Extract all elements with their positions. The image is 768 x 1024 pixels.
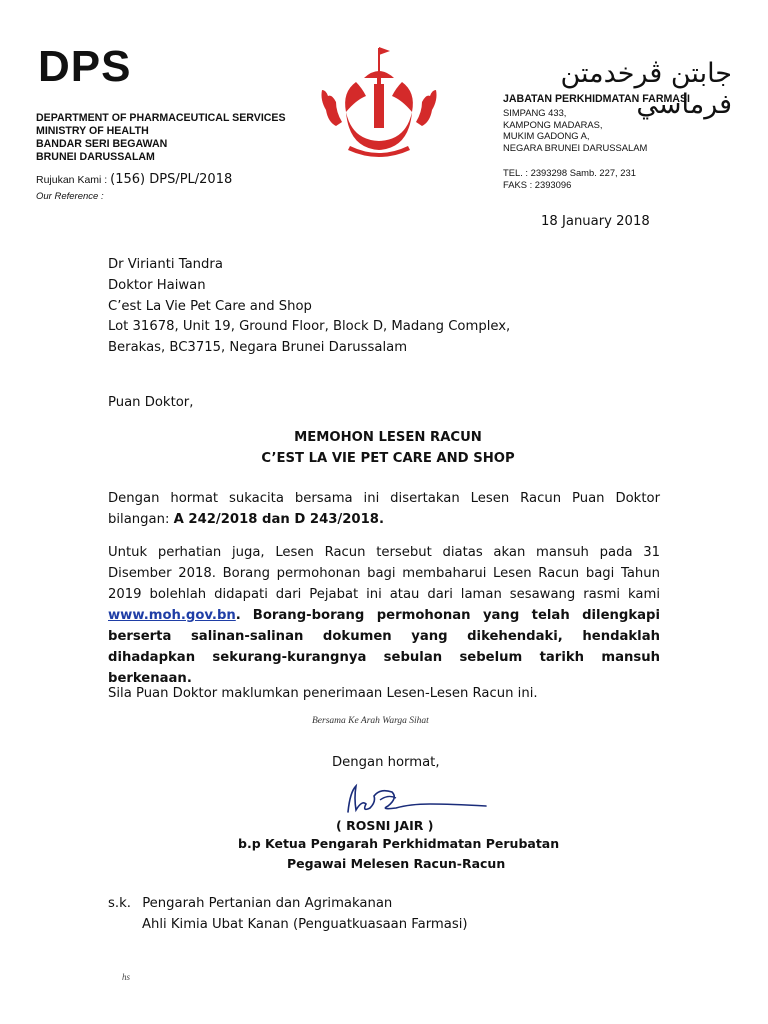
recipient-address xyxy=(108,255,510,359)
address-line: MUKIM GADONG A, xyxy=(503,130,590,142)
salutation: Puan Doktor, xyxy=(108,395,194,410)
cc-recipient: Ahli Kimia Ubat Kanan (Penguatkuasaan Farmasi) xyxy=(142,917,468,932)
signatory-name: ( ROSNI JAIR ) xyxy=(336,818,434,833)
paragraph-text: Dengan hormat sukacita bersama ini disertakan Lesen Racun Puan Doktor bilangan: xyxy=(108,491,660,527)
paragraph-acknowledgement: Sila Puan Doktor maklumkan penerimaan Lesen-Lesen Racun ini. xyxy=(108,686,538,701)
department-name-jawi: جابتن ڤرخدمتن فرماسي xyxy=(560,58,732,120)
reference-label-english: Our Reference : xyxy=(36,191,104,202)
address-line: NEGARA BRUNEI DARUSSALAM xyxy=(503,141,648,153)
subject-line: C’EST LA VIE PET CARE AND SHOP xyxy=(261,450,515,466)
paragraph-renewal-info: Untuk perhatian juga, Lesen Racun tersebut diatas akan mansuh pada 31 Disember 2018. Borang permohonan bagi membaharui Lesen Racun bagi Tahun 2019 bolehlah didapati dari Pejabat ini atau dari laman sesawang rasmi kami www.moh.gov.bn. Borang-borang permohonan yang telah dilengkapi berserta salinan-salinan dokumen yang dikehendaki, hendaklah dihadapkan sekurang-kurangnya sebulan sebelum tarikh mansuh berkenaan. xyxy=(108,545,660,686)
paragraph-bold-instruction: Borang-borang permohonan yang telah dilengkapi berserta salinan-salinan dokumen yang dikehendaki, hendaklah dihadapkan sekurang-kurangnya sebulan sebelum tarikh mansuh berkenaan. xyxy=(108,608,660,686)
department-name-english xyxy=(36,112,286,164)
cc-label: s.k. xyxy=(108,896,131,911)
paragraph-text: Untuk perhatian juga, Lesen Racun tersebut diatas akan mansuh pada 31 Disember 2018. Borang permohonan bagi membaharui Lesen Racun bagi Tahun 2019 bolehlah didapati dari Pejabat ini atau dari laman sesawang rasmi kami xyxy=(108,545,660,602)
dept-line: BANDAR SERI BEGAWAN xyxy=(36,138,168,150)
fax: FAKS : 2393096 xyxy=(503,178,572,190)
telephone: TEL. : 2393298 Samb. 227, 231 xyxy=(503,167,636,178)
recipient-line: Dr Virianti Tandra xyxy=(108,257,223,272)
recipient-line: C’est La Vie Pet Care and Shop xyxy=(108,298,312,314)
license-numbers: A 242/2018 dan D 243/2018. xyxy=(173,512,384,527)
website-link[interactable]: www.moh.gov.bn xyxy=(108,608,236,623)
subject-line: MEMOHON LESEN RACUN xyxy=(294,430,482,445)
address-line: SIMPANG 433, xyxy=(503,107,567,118)
address-line: KAMPONG MADARAS, xyxy=(503,118,603,130)
typist-initials: hs xyxy=(122,972,131,982)
closing: Dengan hormat, xyxy=(332,755,440,770)
carbon-copy-list xyxy=(108,893,468,935)
signatory-title: Pegawai Melesen Racun-Racun xyxy=(287,856,506,871)
signatory-title: b.p Ketua Pengarah Perkhidmatan Perubatan xyxy=(238,836,560,851)
dept-line: BRUNEI DARUSSALAM xyxy=(36,151,155,163)
paragraph-license-numbers xyxy=(108,488,660,530)
signature-icon xyxy=(340,782,490,818)
subject-heading xyxy=(108,428,668,469)
motto: Bersama Ke Arah Warga Sihat xyxy=(312,716,429,726)
recipient-line: Lot 31678, Unit 19, Ground Floor, Block D, Madang Complex, xyxy=(108,319,511,335)
letter-date: 18 January 2018 xyxy=(541,214,650,229)
recipient-line: Doktor Haiwan xyxy=(108,277,206,293)
reference-value: (156) DPS/PL/2018 xyxy=(110,172,233,187)
department-address xyxy=(503,107,647,153)
cc-recipient: Pengarah Pertanian dan Agrimakanan xyxy=(142,896,393,911)
contact-numbers xyxy=(503,167,636,190)
dept-line: MINISTRY OF HEALTH xyxy=(36,125,149,137)
reference-label: Rujukan Kami : xyxy=(36,174,111,186)
dps-logo-text: DPS xyxy=(38,42,132,91)
recipient-line: Berakas, BC3715, Negara Brunei Darussalam xyxy=(108,340,408,356)
brunei-crest-icon xyxy=(316,42,442,162)
reference-line xyxy=(36,172,232,187)
department-name-malay: JABATAN PERKHIDMATAN FARMASI xyxy=(503,93,690,105)
dept-line: DEPARTMENT OF PHARMACEUTICAL SERVICES xyxy=(36,112,286,124)
